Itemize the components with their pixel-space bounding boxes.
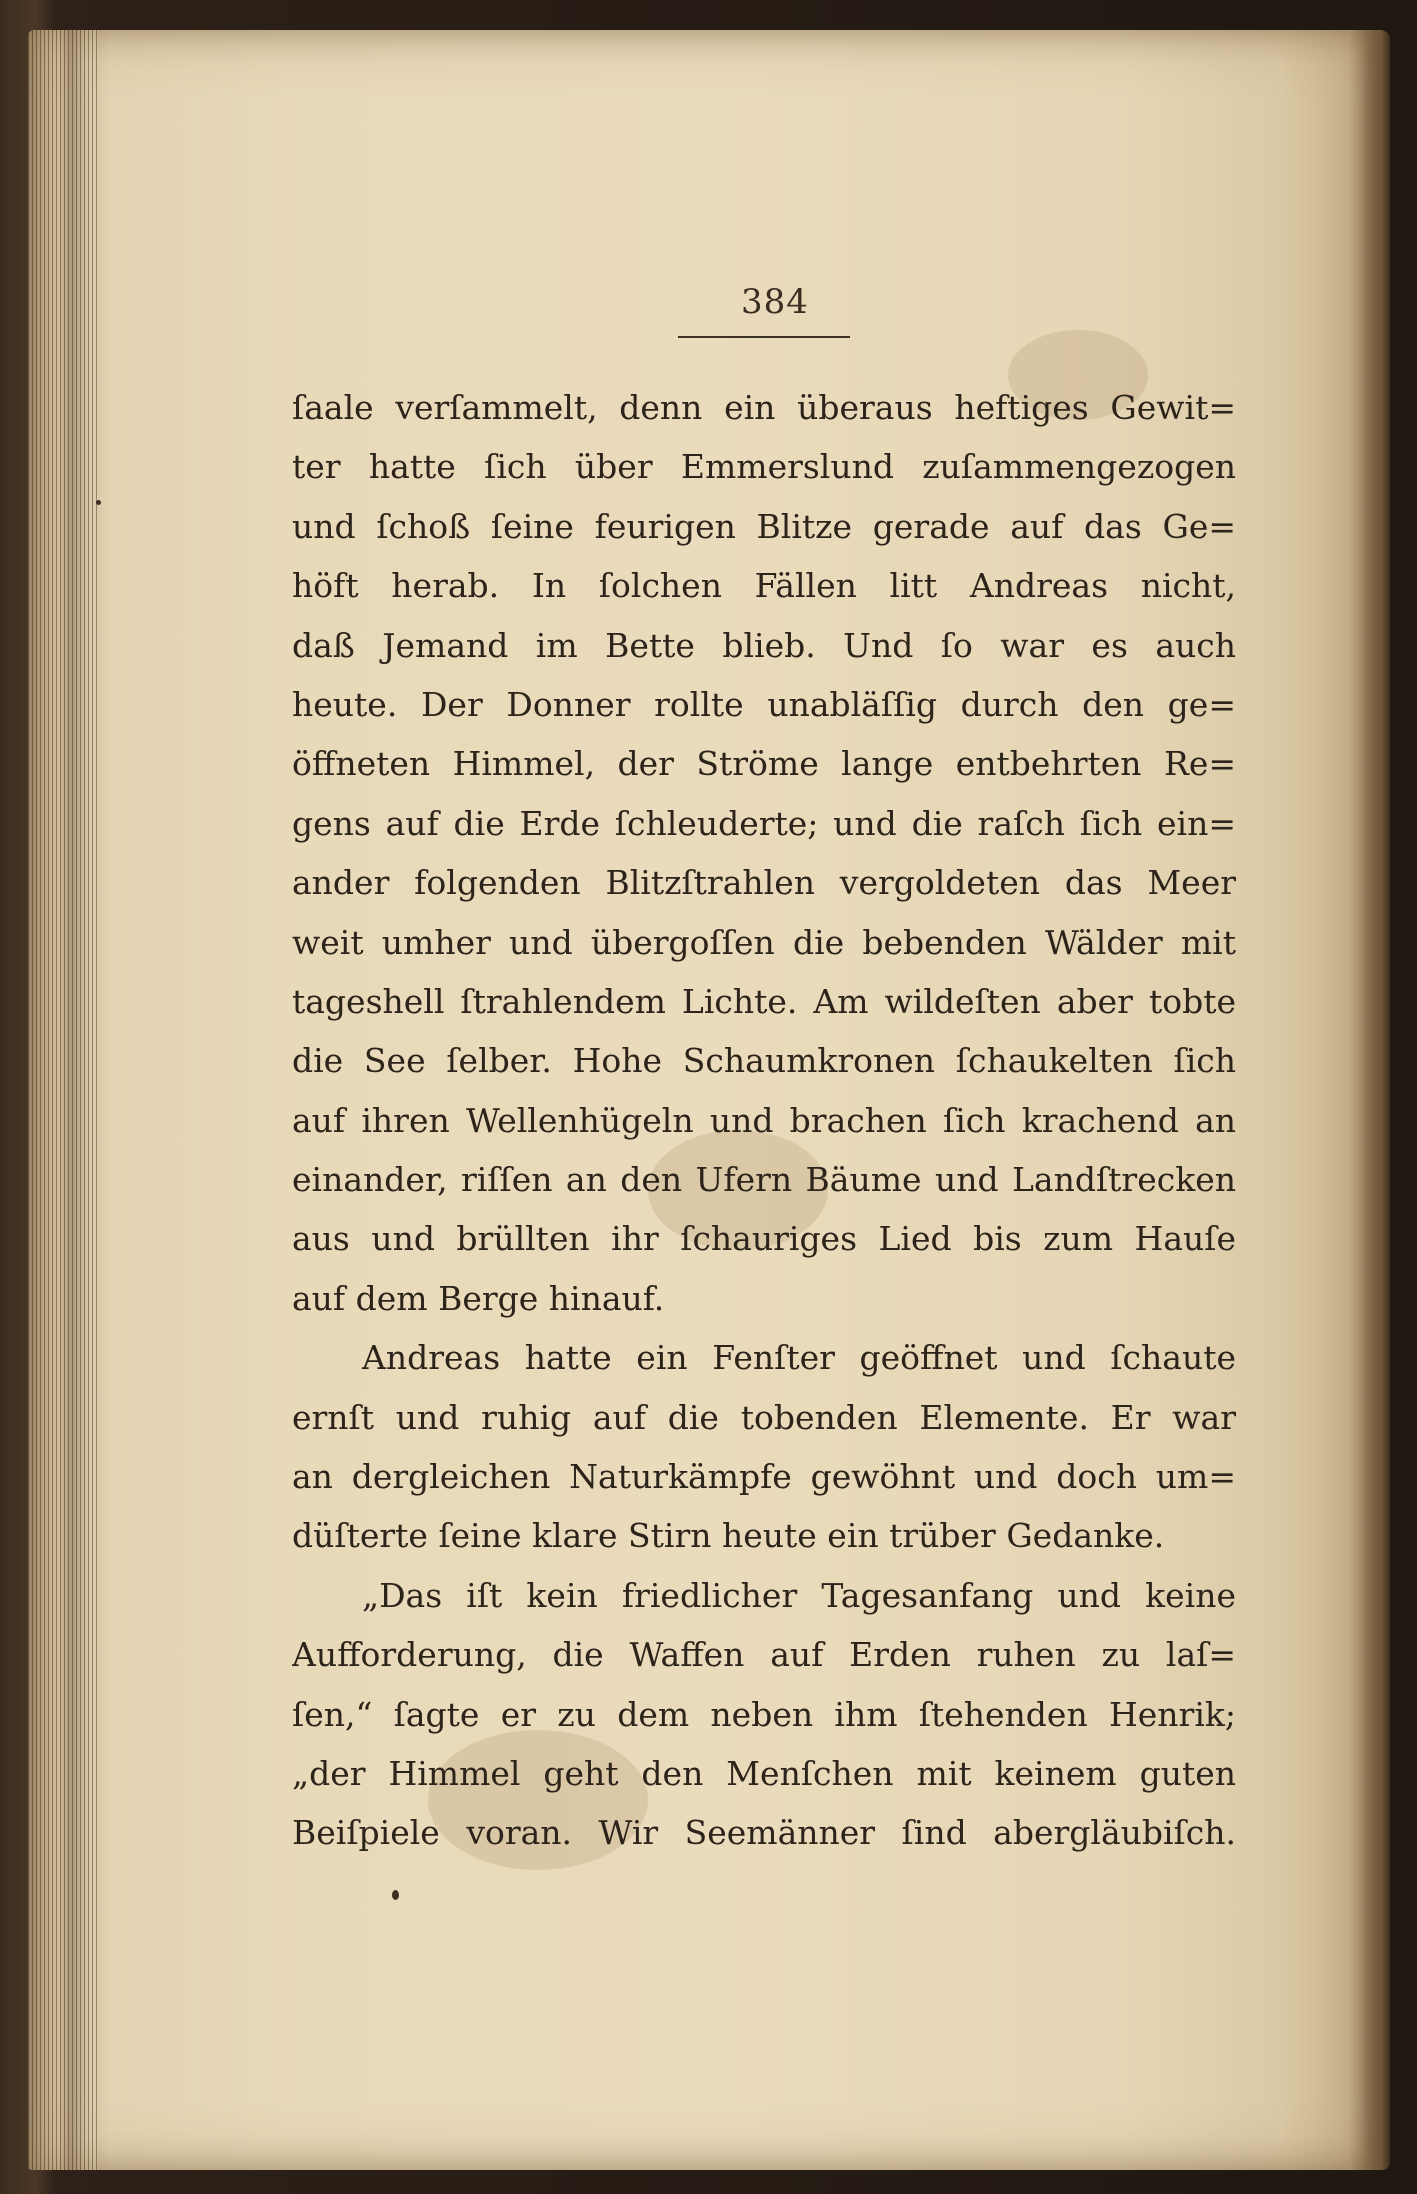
- text-line: und ſchoß ſeine feurigen Blitze gerade auf das Ge=: [292, 506, 1236, 546]
- text-line: gens auf die Erde ſchleuderte; und die raſch ſich ein=: [292, 803, 1236, 843]
- text-line: an dergleichen Naturkämpfe gewöhnt und doch um=: [292, 1457, 1236, 1497]
- text-line: Beiſpiele voran. Wir Seemänner ſind abergläubiſch.: [292, 1813, 1236, 1853]
- text-line: „der Himmel geht den Menſchen mit keinem guten: [292, 1753, 1236, 1793]
- text-line: ernſt und ruhig auf die tobenden Elemente. Er war: [292, 1397, 1236, 1437]
- text-line: aus und brüllten ihr ſchauriges Lied bis zum Hauſe: [292, 1219, 1236, 1259]
- ink-speck: [392, 1890, 399, 1900]
- text-line: die See ſelber. Hohe Schaumkronen ſchaukelten ſich: [292, 1041, 1236, 1081]
- page-number: 384: [741, 282, 809, 322]
- text-line: auf ihren Wellenhügeln und brachen ſich krachend an: [292, 1100, 1236, 1140]
- page-gutter-shadow: [1362, 30, 1390, 2170]
- text-line: höft herab. In ſolchen Fällen litt Andreas nicht,: [292, 566, 1236, 606]
- text-line: einander, riſſen an den Ufern Bäume und Landſtrecken: [292, 1160, 1236, 1200]
- text-line: „Das iſt kein friedlicher Tagesanfang und keine: [362, 1575, 1236, 1615]
- page-edges: [28, 30, 98, 2170]
- text-line: Andreas hatte ein Fenſter geöffnet und ſchaute: [362, 1338, 1236, 1378]
- text-line: Aufforderung, die Waffen auf Erden ruhen zu laſ=: [292, 1635, 1236, 1675]
- page-text: [292, 378, 1236, 1863]
- text-line: weit umher und übergoſſen die bebenden Wälder mit: [292, 922, 1236, 962]
- text-line: auf dem Berge hinauf.: [292, 1278, 665, 1318]
- ink-speck: [96, 500, 101, 505]
- text-line: heute. Der Donner rollte unabläſſig durch den ge=: [292, 684, 1236, 724]
- text-line: ſen,“ ſagte er zu dem neben ihm ſtehenden Henrik;: [292, 1694, 1236, 1734]
- text-line: daß Jemand im Bette blieb. Und ſo war es auch: [292, 625, 1236, 665]
- text-line: tageshell ſtrahlendem Lichte. Am wildeſten aber tobte: [292, 981, 1236, 1021]
- page-number-rule: [678, 336, 850, 338]
- text-line: ter hatte ſich über Emmerslund zuſammengezogen: [292, 447, 1236, 487]
- text-line: düſterte ſeine klare Stirn heute ein trüber Gedanke.: [292, 1516, 1165, 1556]
- text-line: öffneten Himmel, der Ströme lange entbehrten Re=: [292, 744, 1236, 784]
- text-line: ſaale verſammelt, denn ein überaus heftiges Gewit=: [292, 388, 1236, 427]
- text-line: ander folgenden Blitzſtrahlen vergoldeten das Meer: [292, 863, 1236, 903]
